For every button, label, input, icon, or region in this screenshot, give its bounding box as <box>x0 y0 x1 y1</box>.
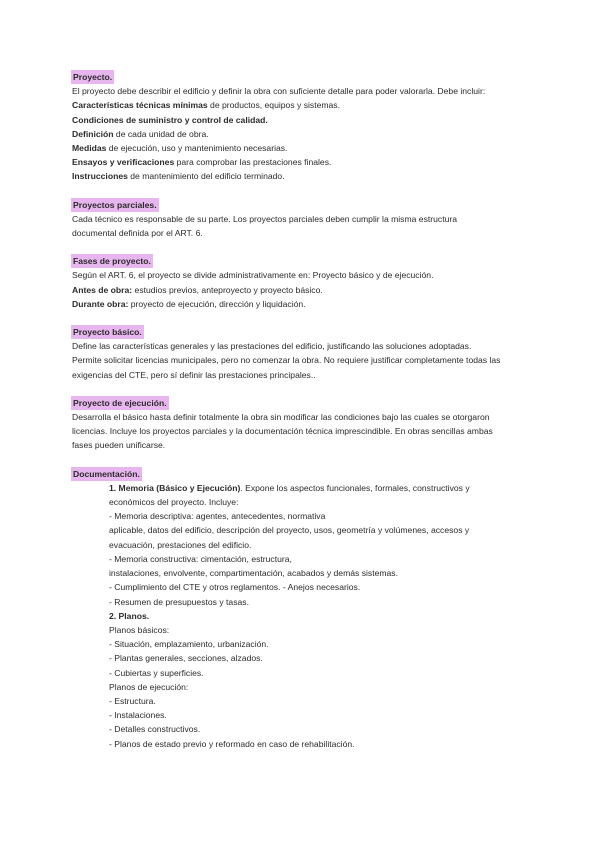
proyecto-intro: El proyecto debe describir el edificio y definir la obra con suficiente detalle para poder valorarla. Debe incluir: <box>72 86 486 97</box>
list-line: - Instalaciones. <box>109 710 167 721</box>
list-line: instalaciones, envolvente, compartimentación, acabados y demás sistemas. <box>109 568 398 579</box>
list-line: aplicable, datos del edificio, descripción del proyecto, usos, geometría y volúmenes, accesos y <box>109 525 470 536</box>
proyecto-item: Medidas de ejecución, uso y mantenimiento necesarias. <box>72 143 288 154</box>
planos-heading: 2. Planos. <box>109 610 150 621</box>
heading-proyectos-parciales: Proyectos parciales. <box>71 198 159 212</box>
paragraph-line: licencias. Incluye los proyectos parciales y la documentación técnica imprescindible. En obras sencillas ambas <box>72 426 493 437</box>
paragraph-line: documental definida por el ART. 6. <box>72 228 203 239</box>
list-line: - Memoria constructiva: cimentación, estructura, <box>109 553 292 564</box>
fases-item: Antes de obra: estudios previos, anteproyecto y proyecto básico. <box>72 284 323 295</box>
list-line: - Cubiertas y superficies. <box>109 667 204 678</box>
paragraph-line: Cada técnico es responsable de su parte. Los proyectos parciales deben cumplir la misma estructura <box>72 213 458 224</box>
list-line: económicos del proyecto. Incluye: <box>109 497 239 508</box>
fases-intro: Según el ART. 6, el proyecto se divide administrativamente en: Proyecto básico y de ejecución. <box>72 270 434 281</box>
heading-proyecto-de-ejecucion: Proyecto de ejecución. <box>71 396 169 410</box>
list-line: - Plantas generales, secciones, alzados. <box>109 653 263 664</box>
list-line: - Cumplimiento del CTE y otros reglamentos. - Anejos necesarios. <box>109 582 361 593</box>
paragraph-line: fases pueden unificarse. <box>72 440 166 451</box>
proyecto-item: Características técnicas mínimas de productos, equipos y sistemas. <box>72 100 340 111</box>
paragraph-line: Define las características generales y las prestaciones del edificio, justificando las soluciones adoptadas. <box>72 341 472 352</box>
proyecto-item: Instrucciones de mantenimiento del edificio terminado. <box>72 171 285 182</box>
proyecto-item: Definición de cada unidad de obra. <box>72 128 209 139</box>
memoria-heading: 1. Memoria (Básico y Ejecución). Expone los aspectos funcionales, formales, constructivos y <box>109 482 470 493</box>
list-line: Planos básicos: <box>109 624 170 635</box>
document-page <box>72 70 532 751</box>
proyecto-item: Ensayos y verificaciones para comprobar las prestaciones finales. <box>72 157 332 168</box>
list-line: - Situación, emplazamiento, urbanización. <box>109 639 269 650</box>
list-line: - Memoria descriptiva: agentes, antecedentes, normativa <box>109 511 326 522</box>
paragraph-line: Desarrolla el básico hasta definir totalmente la obra sin modificar las condiciones bajo las cuales se otorgaron <box>72 412 490 423</box>
heading-fases-de-proyecto: Fases de proyecto. <box>71 254 153 268</box>
list-line: - Estructura. <box>109 695 156 706</box>
list-line: - Detalles constructivos. <box>109 724 201 735</box>
heading-proyecto: Proyecto. <box>71 70 114 84</box>
list-line: - Planos de estado previo y reformado en caso de rehabilitación. <box>109 738 355 749</box>
paragraph-line: Permite solicitar licencias municipales, pero no comenzar la obra. No requiere justificar completamente todas las <box>72 355 501 366</box>
fases-item: Durante obra: proyecto de ejecución, dirección y liquidación. <box>72 298 306 309</box>
heading-documentacion: Documentación. <box>71 467 142 481</box>
proyecto-item: Condiciones de suministro y control de calidad. <box>72 114 268 125</box>
heading-proyecto-basico: Proyecto básico. <box>71 325 144 339</box>
list-line: - Resumen de presupuestos y tasas. <box>109 596 249 607</box>
list-line: evacuación, prestaciones del edificio. <box>109 539 252 550</box>
paragraph-line: exigencias del CTE, pero sí definir las prestaciones principales.. <box>72 369 316 380</box>
list-line: Planos de ejecución: <box>109 681 189 692</box>
